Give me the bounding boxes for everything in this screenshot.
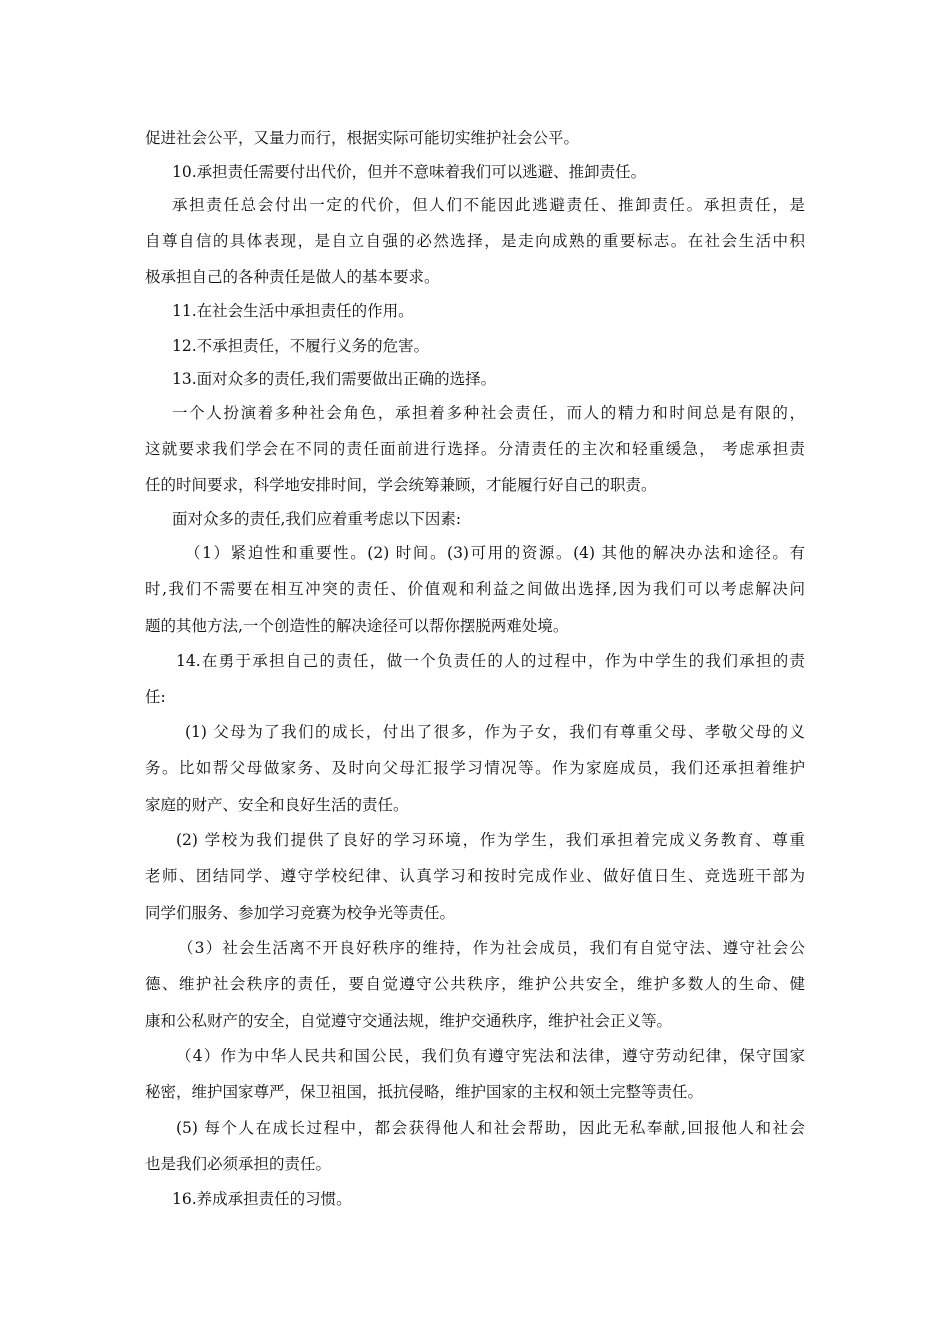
text-line: 时,我们不需要在相互冲突的责任、价值观和利益之间做出选择,因为我们可以考虑解决问 bbox=[145, 580, 805, 598]
text-line: 题的其他方法,一个创造性的解决途径可以帮你摆脱两难处境。 bbox=[145, 617, 569, 635]
item-heading: 10.承担责任需要付出代价，但并不意味着我们可以逃避、推卸责任。 bbox=[172, 163, 647, 181]
text-line: (5) 每个人在成长过程中，都会获得他人和社会帮助，因此无私奉献,回报他人和社会 bbox=[176, 1119, 805, 1137]
item-heading: 11.在社会生活中承担责任的作用。 bbox=[172, 302, 414, 320]
text-line: 同学们服务、参加学习竞赛为校争光等责任。 bbox=[145, 904, 456, 922]
text-line: 任的时间要求，科学地安排时间，学会统筹兼顾，才能履行好自己的职责。 bbox=[145, 476, 657, 494]
text-line: 极承担自己的各种责任是做人的基本要求。 bbox=[145, 268, 440, 286]
text-line: 康和公私财产的安全，自觉遵守交通法规，维护交通秩序，维护社会正义等。 bbox=[145, 1012, 673, 1030]
text-line: （4）作为中华人民共和国公民，我们负有遵守宪法和法律，遵守劳动纪律，保守国家 bbox=[176, 1047, 805, 1065]
text-line: 自尊自信的具体表现，是自立自强的必然选择，是走向成熟的重要标志。在社会生活中积 bbox=[145, 232, 805, 250]
item-heading: 16.养成承担责任的习惯。 bbox=[172, 1190, 352, 1208]
text-line: （1）紧迫性和重要性。(2) 时间。(3)可用的资源。(4) 其他的解决办法和途径。有 bbox=[185, 544, 805, 562]
text-line: 承担责任总会付出一定的代价，但人们不能因此逃避责任、推卸责任。承担责任，是 bbox=[172, 196, 805, 214]
text-line: 德、维护社会秩序的责任，要自觉遵守公共秩序，维护公共安全，维护多数人的生命、健 bbox=[145, 975, 805, 993]
text-line: (2) 学校为我们提供了良好的学习环境，作为学生，我们承担着完成义务教育、尊重 bbox=[176, 831, 805, 849]
text-line: 这就要求我们学会在不同的责任面前进行选择。分清责任的主次和轻重缓急， 考虑承担责 bbox=[145, 440, 805, 458]
text-line: 秘密，维护国家尊严，保卫祖国，抵抗侵略，维护国家的主权和领土完整等责任。 bbox=[145, 1083, 704, 1101]
text-line: 老师、团结同学、遵守学校纪律、认真学习和按时完成作业、做好值日生、竞选班干部为 bbox=[145, 867, 805, 885]
item-heading: 12.不承担责任，不履行义务的危害。 bbox=[172, 337, 430, 355]
text-line: 任: bbox=[145, 688, 166, 706]
text-line: 一个人扮演着多种社会角色，承担着多种社会责任，而人的精力和时间总是有限的， bbox=[172, 404, 805, 422]
item-heading: 13.面对众多的责任,我们需要做出正确的选择。 bbox=[172, 370, 497, 388]
text-line: （3）社会生活离不开良好秩序的维持，作为社会成员，我们有自觉守法、遵守社会公 bbox=[178, 939, 805, 957]
text-line: (1) 父母为了我们的成长，付出了很多，作为子女，我们有尊重父母、孝敬父母的义 bbox=[185, 723, 805, 741]
text-line: 务。比如帮父母做家务、及时向父母汇报学习情况等。作为家庭成员，我们还承担着维护 bbox=[145, 759, 805, 777]
item-heading: 14.在勇于承担自己的责任，做一个负责任的人的过程中，作为中学生的我们承担的责 bbox=[176, 652, 805, 670]
text-line: 面对众多的责任,我们应着重考虑以下因素: bbox=[172, 510, 462, 528]
text-line: 也是我们必须承担的责任。 bbox=[145, 1155, 332, 1173]
text-line: 促进社会公平，又量力而行，根据实际可能切实维护社会公平。 bbox=[145, 129, 580, 147]
text-line: 家庭的财产、安全和良好生活的责任。 bbox=[145, 796, 409, 814]
